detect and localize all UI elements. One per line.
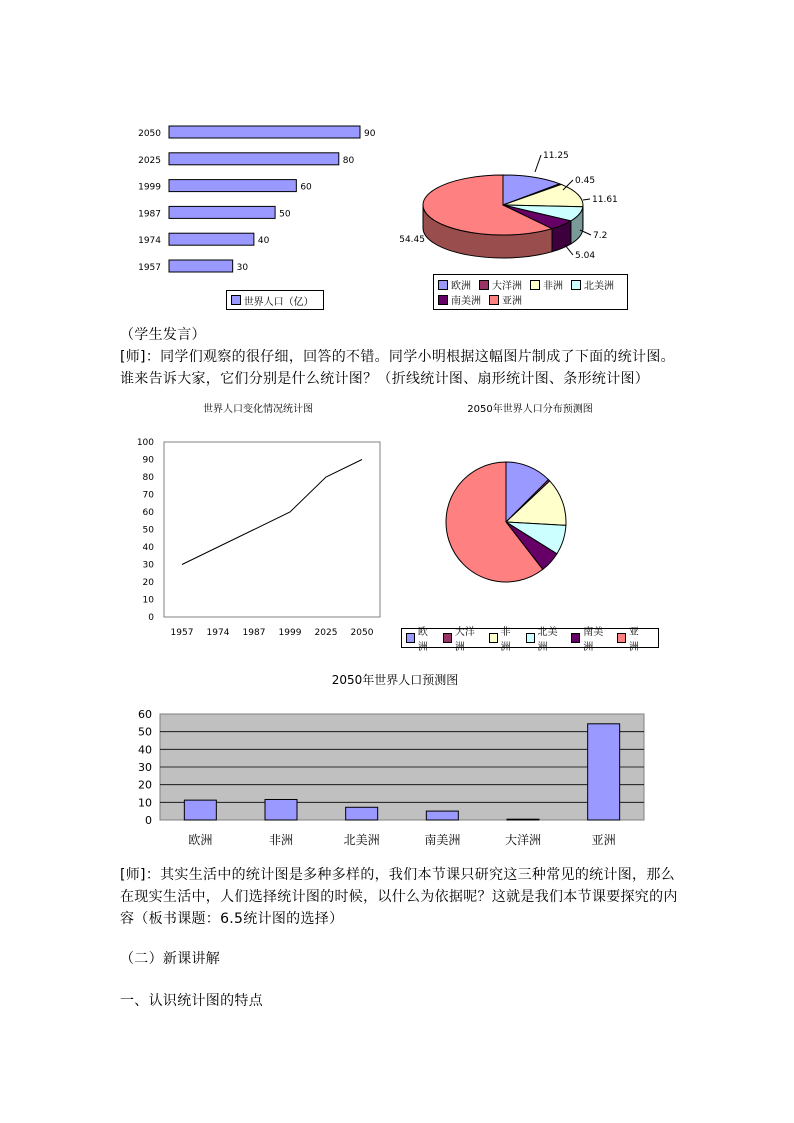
vbar-y-tick-label: 40 [138,743,152,757]
pie3d-legend-label: 大洋洲 [492,281,522,292]
pie-legend-label: 南美洲 [583,627,604,653]
hbar-data-label: 30 [236,263,249,273]
line-y-tick-label: 80 [142,473,154,483]
pie3d-legend-item [438,278,471,292]
hbar-bar [169,233,254,245]
pie3d-legend-swatch [530,280,540,290]
population-line-chart [130,398,390,643]
line-y-tick-label: 40 [142,543,154,553]
section-heading-new-lesson: （二）新课讲解 [120,951,221,967]
pie3d-legend-swatch [489,295,499,305]
vbar-bar [265,799,297,820]
pie3d-data-label: 54.45 [399,235,425,245]
pie3d-data-label: 5.04 [575,251,596,261]
pie-legend-item [443,627,481,653]
pie3d-legend-item [479,278,522,292]
pie-chart-title: 2050年世界人口分布预测图 [467,404,593,415]
line-x-tick-label: 1987 [242,628,266,638]
hbar-legend-item [231,293,314,308]
pie-legend-item [489,627,518,653]
pie3d-legend [433,274,628,310]
pie3d-leader [565,245,573,255]
population-hbar-chart [130,118,380,313]
vbar-y-tick-label: 60 [138,708,152,721]
pie3d-legend-item [489,293,522,307]
population-pie-chart [400,398,660,603]
hbar-legend-swatch [231,295,241,305]
hbar-bar [169,260,233,272]
pie-legend [401,627,659,653]
pie-legend-label: 亚洲 [628,627,639,653]
hbar-legend-label: 世界人口（亿） [243,296,314,308]
teacher-paragraph-1: [师]：同学们观察的很仔细，回答的不错。同学小明根据这幅图片制成了下面的统计图。谁来告诉大家，它们分别是什么统计图？（折线统计图、扇形统计图、条形统计图） [120,349,675,387]
line-y-tick-label: 30 [142,560,154,571]
hbar-category-label: 1957 [138,263,161,273]
pie3d-legend-swatch [438,280,448,290]
pie3d-legend-item [438,293,481,307]
pie-legend-swatch [571,633,580,643]
vbar-bar [184,800,216,820]
hbar-legend [226,290,324,310]
pie3d-data-label: 11.25 [543,151,569,161]
vbar-y-tick-label: 10 [138,796,152,810]
line-y-tick-label: 10 [142,595,154,606]
hbar-data-label: 50 [279,209,291,220]
pie-legend-label: 大洋洲 [454,627,475,653]
pie3d-legend-swatch [438,295,448,305]
hbar-bar [169,153,339,165]
hbar-data-label: 40 [257,236,270,247]
hbar-category-label: 1974 [138,236,161,247]
vbar-category-label: 大洋洲 [504,833,542,847]
hbar-bar [169,180,296,192]
vbar-category-label: 欧洲 [188,833,213,847]
vbar-chart-title: 2050年世界人口预测图 [331,673,459,687]
pie-legend-label: 北美洲 [537,627,558,653]
line-y-tick-label: 0 [148,613,154,623]
line-plot-area [164,442,380,617]
vbar-y-tick-label: 30 [138,761,152,774]
vbar-bar [588,724,620,820]
line-y-tick-label: 90 [142,455,154,466]
pie-legend-swatch [406,633,415,643]
line-y-tick-label: 20 [142,578,154,588]
hbar-category-label: 2025 [138,155,161,166]
pie3d-data-label: 11.61 [592,195,618,205]
line-y-tick-label: 100 [136,438,154,448]
pie3d-leader [535,155,541,172]
hbar-data-label: 80 [342,155,355,166]
pie-legend-item [571,627,609,653]
pie3d-legend-swatch [571,280,581,290]
subsection-heading: 一、认识统计图的特点 [120,993,263,1009]
line-x-tick-label: 1999 [278,628,302,638]
vbar-y-tick-label: 0 [145,814,152,827]
pie-legend-swatch [489,633,498,643]
pie3d-legend-label: 欧洲 [451,281,471,292]
vbar-category-label: 亚洲 [591,833,616,847]
hbar-category-label: 2050 [138,129,161,139]
vbar-bar [507,819,539,820]
pie-legend-swatch [526,633,535,643]
vbar-y-tick-label: 50 [138,725,152,739]
pie3d-legend-label: 北美洲 [584,281,614,292]
line-x-tick-label: 2025 [314,628,338,638]
pie3d-legend-label: 非洲 [543,281,563,292]
pie3d-leader [583,199,590,200]
vbar-bar [426,811,458,820]
line-y-tick-label: 50 [142,525,154,536]
population-vbar-chart [120,668,660,853]
hbar-category-label: 1999 [138,182,161,193]
pie-legend-label: 欧洲 [417,627,428,653]
pie3d-legend-swatch [479,280,489,290]
pie3d-legend-label: 亚洲 [502,296,522,307]
pie3d-legend-item [530,278,563,292]
pie-legend-item [617,627,646,653]
vbar-category-label: 南美洲 [424,833,461,847]
hbar-data-label: 60 [300,182,312,193]
pie3d-data-label: 0.45 [575,176,596,186]
teacher-paragraph-2: [师]：其实生活中的统计图是多种多样的，我们本节课只研究这三种常见的统计图，那么在现实生活中，人们选择统计图的时候，以什么为依据呢？这就是我们本节课要探究的内容（板书课题：6.5统计图的选择） [120,867,678,927]
pie3d-legend-label: 南美洲 [451,296,481,307]
pie-legend-swatch [617,633,626,643]
hbar-bar [169,206,275,218]
line-x-tick-label: 2050 [350,628,374,638]
pie-legend-label: 非洲 [500,627,511,653]
hbar-data-label: 90 [364,129,376,139]
student-speech: （学生发言） [120,327,206,343]
line-x-tick-label: 1957 [170,628,194,638]
line-y-tick-label: 60 [142,508,154,518]
pie-legend-swatch [443,633,452,643]
vbar-category-label: 非洲 [268,833,294,847]
pie-legend-item [526,627,564,653]
vbar-y-tick-label: 20 [138,778,152,792]
population-3d-pie-chart [395,150,635,275]
hbar-category-label: 1987 [138,209,161,220]
vbar-bar [346,807,378,820]
line-y-tick-label: 70 [142,490,154,501]
pie-legend-item [406,627,435,653]
vbar-category-label: 北美洲 [343,833,380,847]
hbar-bar [169,126,360,138]
line-chart-title: 世界人口变化情况统计图 [203,404,313,415]
pie3d-data-label: 7.2 [593,231,608,241]
pie3d-legend-item [571,278,614,292]
line-x-tick-label: 1974 [206,628,230,638]
